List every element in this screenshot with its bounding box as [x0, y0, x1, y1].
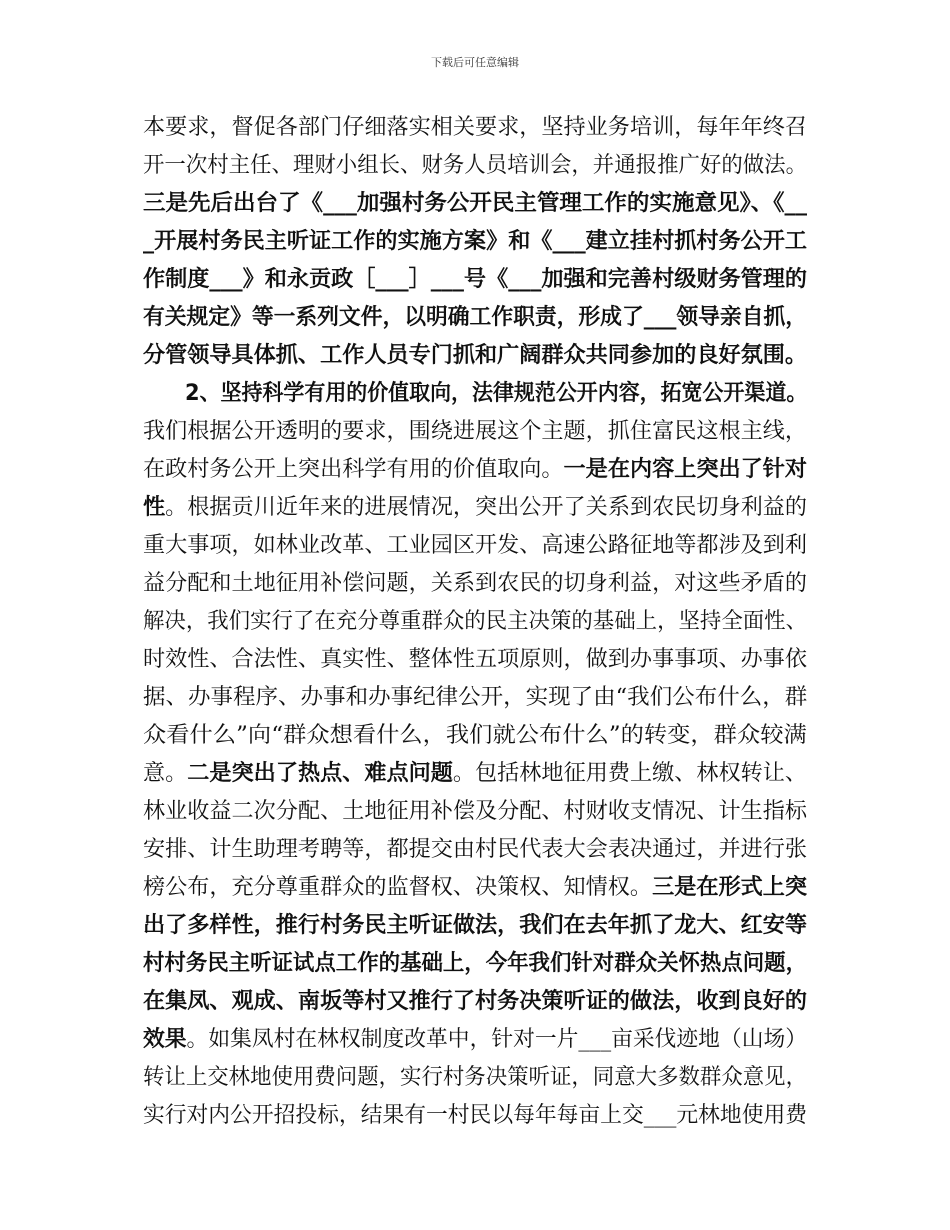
text-segment: 榜公布，充分尊重群众的监督权、决策权、知情权。 [143, 875, 653, 900]
text-line [143, 949, 807, 979]
text-segment: 安排、计生助理考聘等，都提交由村民代表大会表决通过，并进行张 [143, 837, 808, 862]
page-header: 下载后可任意编辑 [431, 56, 519, 69]
text-line [143, 417, 807, 447]
bold-text: 有关规定》等一系列文件，以明确工作职责，形成了___领导亲自抓， [143, 305, 808, 330]
bold-text: 在集凤、观成、南坂等村又推行了村务决策听证的做法，收到良好的 [143, 989, 808, 1014]
text-line [143, 1101, 807, 1131]
text-line [143, 645, 807, 675]
bold-text: 效果 [143, 1027, 187, 1052]
text-line [143, 303, 807, 333]
bold-text: 三是先后出台了《___加强村务公开民主管理工作的实施意见》、《__ [143, 191, 808, 216]
text-segment: 。根据贡川近年来的进展情况，突出公开了关系到农民切身利益的 [165, 495, 808, 520]
text-line [143, 227, 807, 257]
text-line [143, 873, 807, 903]
text-segment: 在政村务公开上突出科学有用的价值取向。 [143, 457, 564, 482]
bold-text: 出了多样性，推行村务民主听证做法，我们在去年抓了龙大、红安等 [143, 913, 808, 938]
text-segment: 众看什么”向“群众想看什么，我们就公布什么”的转变，群众较满 [143, 723, 807, 748]
text-line [143, 759, 807, 789]
text-segment: 开一次村主任、理财小组长、财务人员培训会，并通报推广好的做法。 [143, 153, 808, 178]
text-line [143, 1063, 807, 1093]
bold-text: 一是在内容上突出了针对 [563, 457, 808, 482]
text-line [185, 379, 807, 409]
text-segment: 转让上交林地使用费问题，实行村务决策听证，同意大多数群众意见， [143, 1065, 808, 1090]
text-segment: 林业收益二次分配、土地征用补偿及分配、村财收支情况、计生指标 [143, 799, 808, 824]
text-line [143, 455, 807, 485]
text-segment: 时效性、合法性、真实性、整体性五项原则，做到办事事项、办事依 [143, 647, 808, 672]
text-line [143, 531, 807, 561]
text-segment: 本要求，督促各部门仔细落实相关要求，坚持业务培训，每年年终召 [143, 115, 808, 140]
text-line [143, 683, 807, 713]
text-line [143, 569, 807, 599]
text-line [143, 493, 807, 523]
bold-text: 2、坚持科学有用的价值取向，法律规范公开内容，拓宽公开渠道。 [185, 381, 808, 406]
bold-text: 村村务民主听证试点工作的基础上，今年我们针对群众关怀热点问题， [143, 951, 808, 976]
text-segment: 据、办事程序、办事和办事纪律公开，实现了由“我们公布什么，群 [143, 685, 808, 710]
bold-text: 作制度___》和永贡政［___］___号《___加强和完善村级财务管理的 [143, 267, 808, 292]
bold-text: 二是突出了热点、难点问题 [187, 761, 453, 786]
text-line [143, 113, 807, 143]
text-line [143, 987, 807, 1017]
bold-text: 性 [143, 495, 166, 520]
text-line [143, 797, 807, 827]
text-line [143, 189, 807, 219]
bold-text: 分管领导具体抓、工作人员专门抓和广阔群众共同参加的良好氛围。 [143, 343, 808, 368]
text-segment: 实行对内公开招投标，结果有一村民以每年每亩上交___元林地使用费 [143, 1103, 808, 1128]
bold-text: _开展村务民主听证工作的实施方案》和《___建立挂村抓村务公开工 [143, 229, 808, 254]
text-line [143, 835, 807, 865]
text-line [143, 911, 807, 941]
text-segment: 重大事项，如林业改革、工业园区开发、高速公路征地等都涉及到利 [143, 533, 808, 558]
text-segment: 。包括林地征用费上缴、林权转让、 [452, 761, 808, 786]
text-line [143, 721, 807, 751]
bold-text: 三是在形式上突 [652, 875, 808, 900]
text-segment: 解决，我们实行了在充分尊重群众的民主决策的基础上，坚持全面性、 [143, 609, 808, 634]
text-line [143, 265, 807, 295]
text-line [143, 341, 807, 371]
text-line [143, 151, 807, 181]
text-segment: 。如集凤村在林权制度改革中，针对一片___亩采伐迹地（山场） [186, 1027, 808, 1052]
text-segment: 我们根据公开透明的要求，围绕进展这个主题，抓住富民这根主线， [143, 419, 808, 444]
text-segment: 益分配和土地征用补偿问题，关系到农民的切身利益，对这些矛盾的 [143, 571, 808, 596]
text-segment: 意。 [143, 761, 188, 786]
text-line [143, 607, 807, 637]
text-line [143, 1025, 807, 1055]
